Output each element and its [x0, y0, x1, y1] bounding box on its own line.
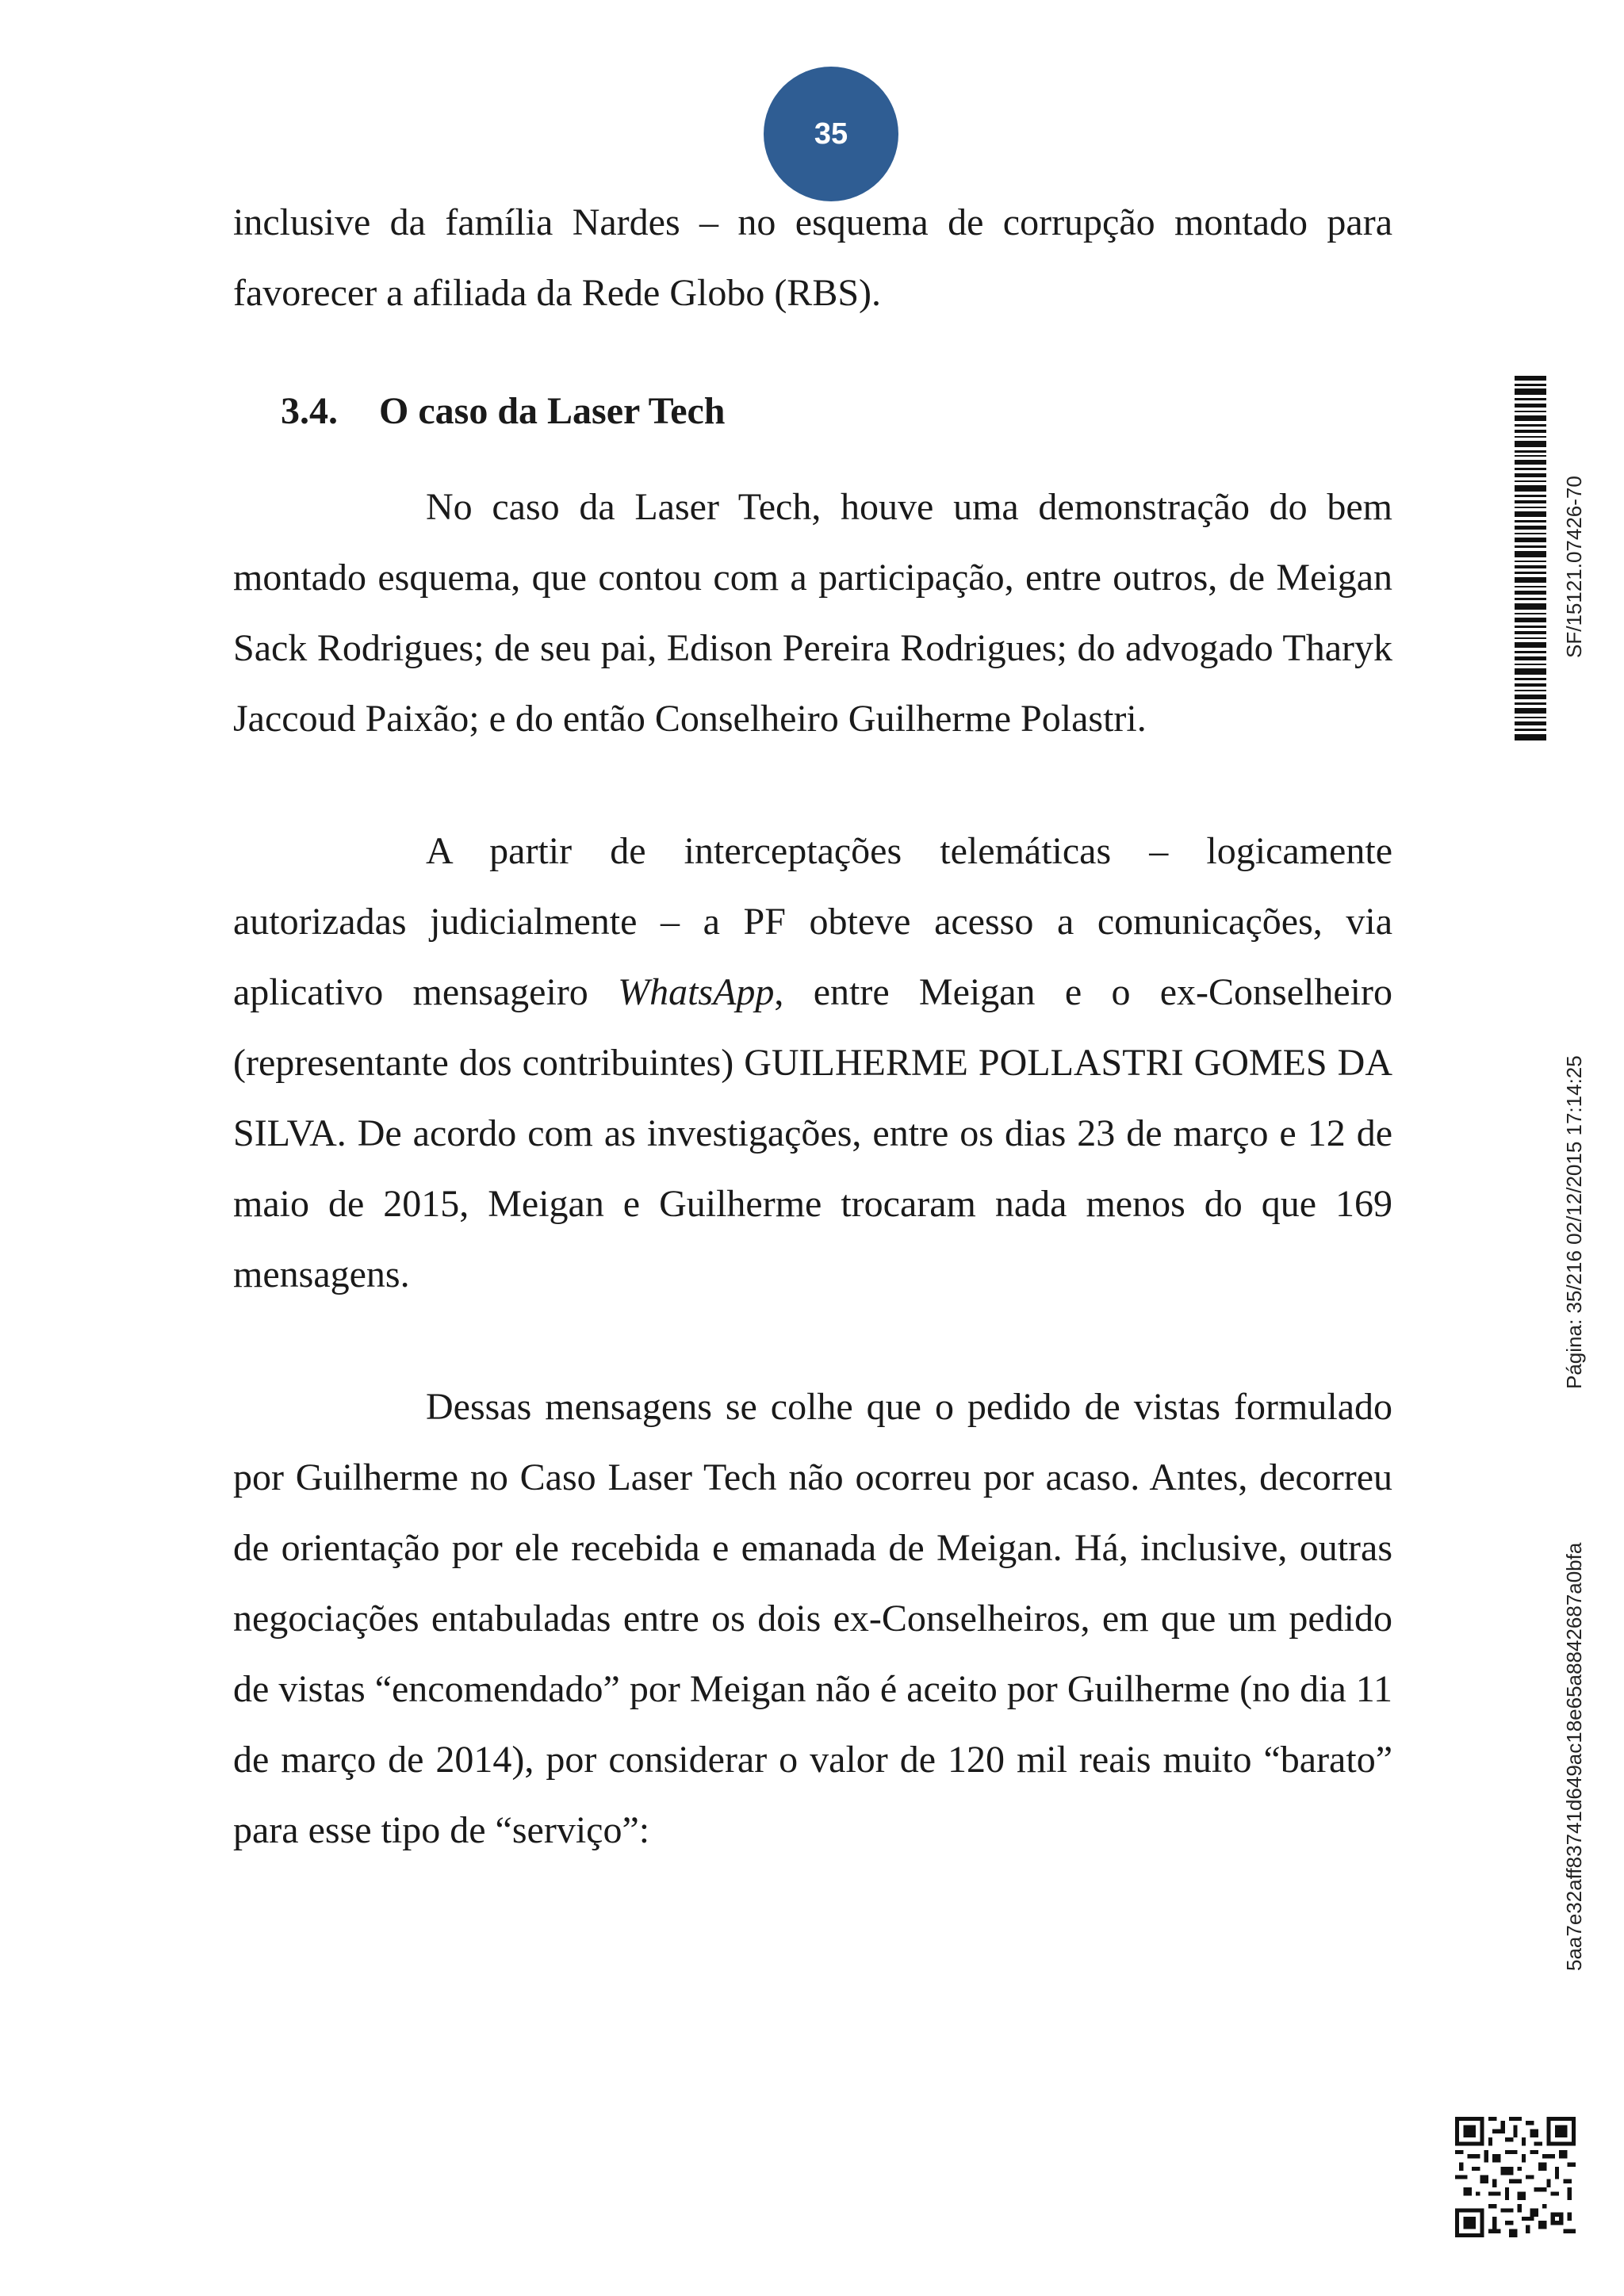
interception-text-after: , entre Meigan e o ex-Conselheiro (representante dos contribuintes) GUILHERME POLLASTRI GOMES DA SILVA. De acordo com as investigações, entre os dias 23 de março e 12 de maio de 2015, Meigan e Guilherme trocaram nada menos do que 169 mensagens. [233, 971, 1392, 1295]
paragraph-messages: Dessas mensagens se colhe que o pedido de vistas formulado por Guilherme no Caso Laser Tech não ocorreu por acaso. Antes, decorreu de orientação por ele recebida e emanada de Meigan. Há, inclusive, outras negociações entabuladas entre os dois ex-Conselheiros, em que um pedido de vistas “encomendado” por Meigan não é aceito por Guilherme (no dia 11 de março de 2014), por considerar o valor de 120 mil reais muito “barato” para esse tipo de “serviço”: [233, 1386, 1392, 1851]
document-hash: 5aa7e32aff83741d649ac18e65a8842687a0bfa [1562, 1542, 1586, 1971]
page-number: 35 [814, 117, 848, 151]
page-number-badge [764, 67, 898, 201]
document-code: SF/15121.07426-70 [1562, 476, 1586, 658]
page-info: Página: 35/216 02/12/2015 17:14:25 [1562, 1055, 1586, 1389]
section-title: O caso da Laser Tech [379, 390, 726, 432]
barcode-icon [1515, 376, 1546, 740]
document-body [233, 187, 1392, 1866]
paragraph-interceptions [233, 816, 1392, 1310]
whatsapp-term: WhatsApp [618, 971, 775, 1013]
paragraph-laser-tech: No caso da Laser Tech, houve uma demonstração do bem montado esquema, que contou com a participação, entre outros, de Meigan Sack Rodrigues; de seu pai, Edison Pereira Rodrigues; do advogado Tharyk Jaccoud Paixão; e do então Conselheiro Guilherme Polastri. [233, 486, 1392, 740]
paragraph-continuation: inclusive da família Nardes – no esquema de corrupção montado para favorecer a afiliada da Rede Globo (RBS). [233, 201, 1392, 314]
section-heading [233, 376, 1392, 446]
interception-text-before: A partir de interceptações telemáticas – logicamente autorizadas judicialmente – a PF obteve acesso a comunicações, via aplicativo mensageiro [233, 830, 1392, 1013]
section-number: 3.4. [281, 390, 338, 432]
qr-code-icon [1455, 2117, 1576, 2237]
